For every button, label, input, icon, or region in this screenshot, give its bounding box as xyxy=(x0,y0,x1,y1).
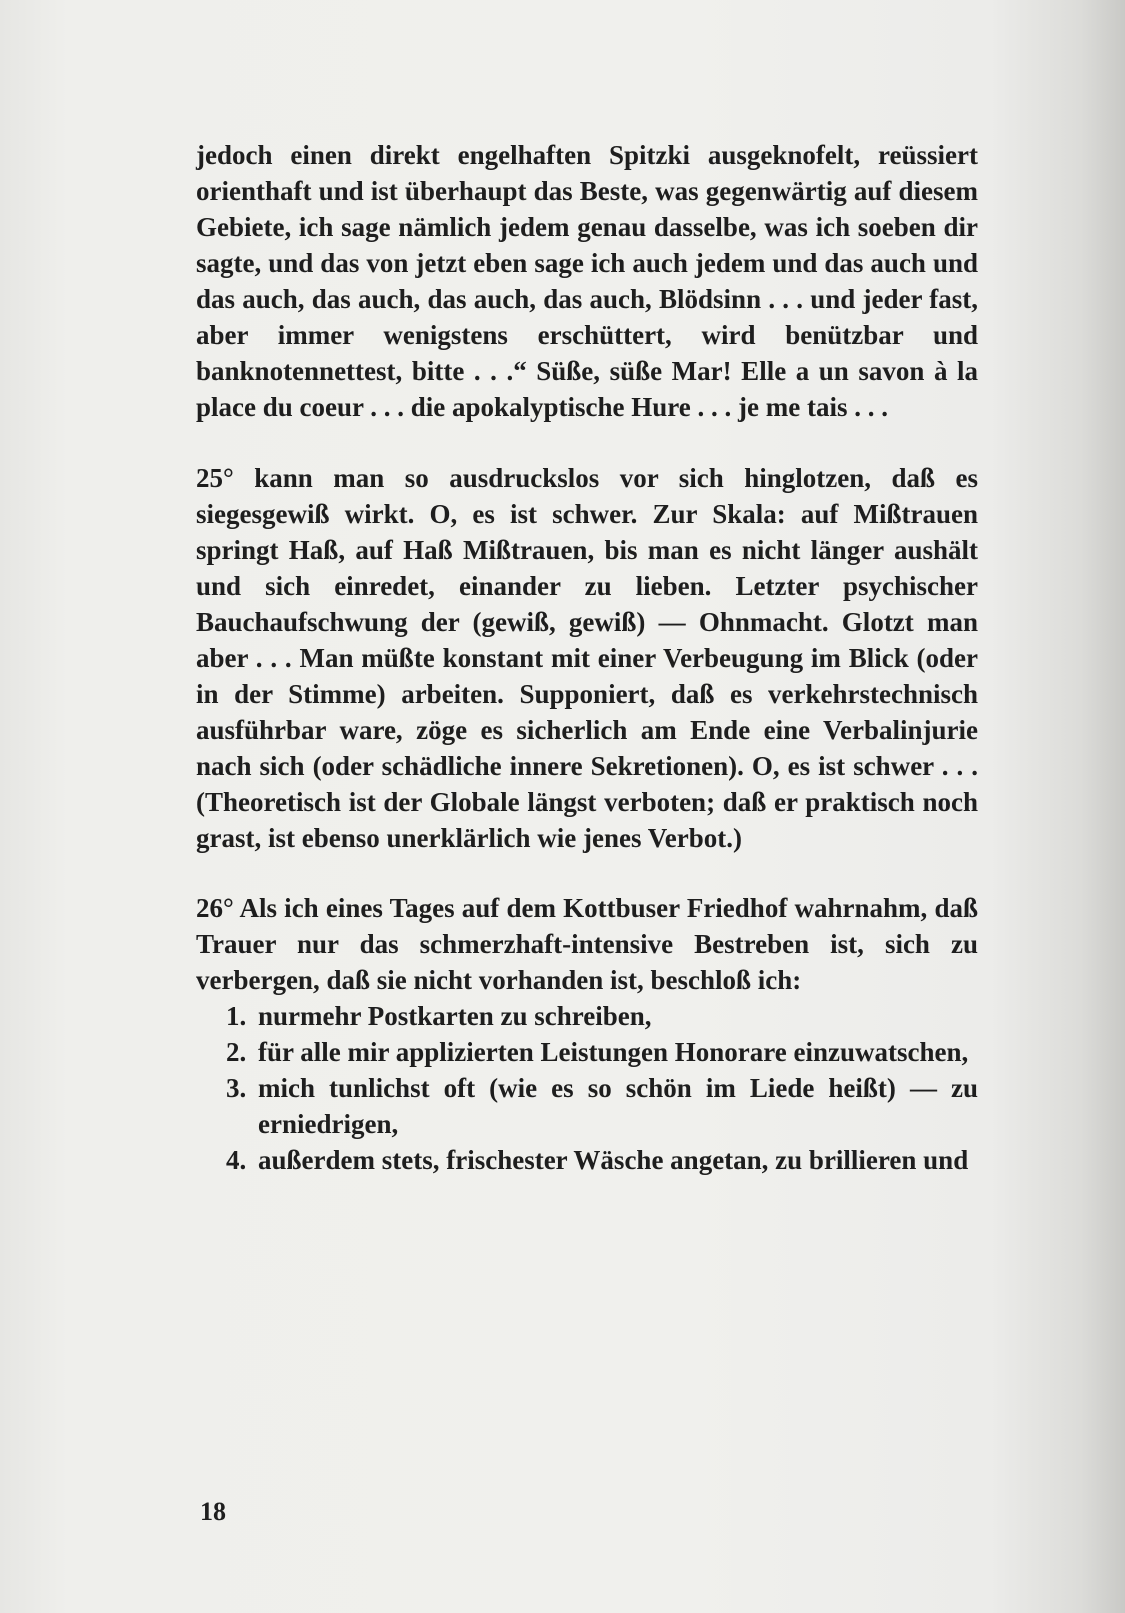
list-item-text: nurmehr Postkarten zu schreiben, xyxy=(258,1001,652,1031)
list-item-text: mich tunlichst oft (wie es so schön im Liede heißt) — zu erniedrigen, xyxy=(258,1073,978,1139)
list-item xyxy=(196,998,978,1034)
paragraph-1: jedoch einen direkt engelhaften Spitzki ausgeknofelt, reüssiert orienthaft und ist überhaupt das Beste, was gegenwärtig auf diesem Gebiete, ich sage nämlich jedem genau dasselbe, was ich soeben dir sagte, und das von jetzt eben sage ich auch jedem und das auch und das auch, das auch, das auch, das auch, Blödsinn . . . und jeder fast, aber immer wenigstens erschüttert, wird benützbar und banknotennettest, bitte . . .“ Süße, süße Mar! Elle a un savon à la place du coeur . . . die apokalyptische Hure . . . je me tais . . . xyxy=(196,140,978,422)
list-item xyxy=(196,1070,978,1142)
list-item xyxy=(196,1034,978,1070)
list-item-text: außerdem stets, frischester Wäsche angetan, zu brillieren und xyxy=(258,1145,969,1175)
list-item xyxy=(196,1142,978,1178)
list-item-number: 4. xyxy=(226,1145,247,1175)
text-block xyxy=(196,137,978,1178)
paragraph-3-section-26: 26° Als ich eines Tages auf dem Kottbuser Friedhof wahrnahm, daß Trauer nur das schmerzhaft-intensive Bestreben ist, sich zu verbergen, daß sie nicht vorhanden ist, beschloß ich: xyxy=(196,893,978,995)
list-item-number: 3. xyxy=(226,1073,247,1103)
list-item-number: 2. xyxy=(226,1037,247,1067)
list-item-number: 1. xyxy=(226,1001,247,1031)
page-number: 18 xyxy=(200,1497,226,1526)
list-item-text: für alle mir applizierten Leistungen Honorare einzuwatschen, xyxy=(258,1037,969,1067)
resolution-list xyxy=(196,998,978,1178)
paragraph-2-section-25: 25° kann man so ausdruckslos vor sich hinglotzen, daß es siegesgewiß wirkt. O, es ist schwer. Zur Skala: auf Mißtrauen springt Haß, auf Haß Mißtrauen, bis man es nicht länger aushält und sich einredet, einander zu lieben. Letzter psychischer Bauchaufschwung der (gewiß, gewiß) — Ohnmacht. Glotzt man aber . . . Man müßte konstant mit einer Verbeugung im Blick (oder in der Stimme) arbeiten. Supponiert, daß es verkehrstechnisch ausführbar ware, zöge es sicherlich am Ende eine Verbalinjurie nach sich (oder schädliche innere Sekretionen). O, es ist schwer . . . (Theoretisch ist der Globale längst verboten; daß er praktisch noch grast, ist ebenso unerklärlich wie jenes Verbot.) xyxy=(196,463,978,853)
